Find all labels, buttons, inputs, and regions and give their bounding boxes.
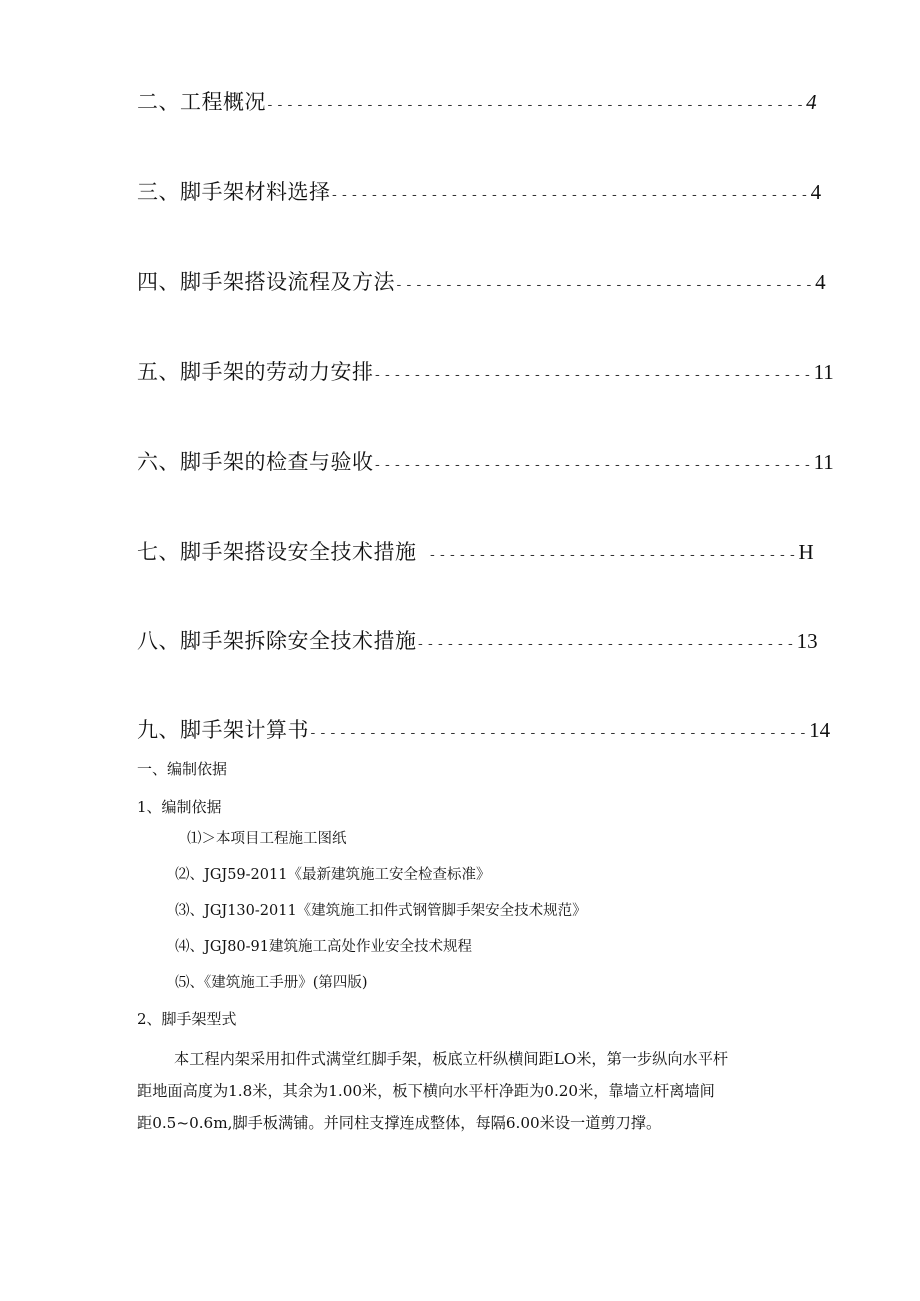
toc-page-number: 4 — [806, 90, 817, 114]
toc-entry[interactable] — [137, 360, 834, 388]
toc-leader: ------------------------------------------------------ — [266, 98, 807, 113]
toc-title: 三、脚手架材料选择 — [137, 180, 331, 204]
toc-title: 四、脚手架搭设流程及方法 — [137, 270, 395, 294]
reference-item: ⑴＞本项目工程施工图纸 — [187, 831, 347, 847]
toc-page-number: 4 — [810, 180, 822, 204]
toc-page-number: H — [798, 540, 814, 564]
toc-page-number: 4 — [815, 270, 826, 294]
toc-page-number: 11 — [813, 450, 834, 474]
toc-title: 七、脚手架搭设安全技术措施 — [137, 540, 417, 564]
toc-page-number: 11 — [813, 360, 834, 384]
reference-item: ⑸、《建筑施工手册》(第四版) — [175, 975, 368, 991]
paragraph-line: 距地面高度为1.8米，其余为1.00米，板下横向水平杆净距为0.20米，靠墙立杆离墙间 — [137, 1082, 715, 1100]
toc-leader: -------------------------------------------- — [373, 368, 814, 383]
paragraph-line: 距0.5~0.6m,脚手板满铺。并同柱支撑连成整体，每隔6.00米设一道剪刀撑。 — [137, 1114, 662, 1132]
toc-entry[interactable] — [137, 270, 826, 298]
reference-item: ⑶、JGJ130-2011《建筑施工扣件式钢管脚手架安全技术规范》 — [175, 903, 587, 919]
toc-title: 八、脚手架拆除安全技术措施 — [137, 629, 417, 653]
toc-page-number: 13 — [796, 629, 818, 653]
body-paragraph — [137, 1043, 809, 1139]
section-heading: 一、编制依据 — [137, 760, 228, 778]
toc-entry[interactable] — [137, 629, 818, 657]
reference-item: ⑵、JGJ59-2011《最新建筑施工安全检查标准》 — [175, 867, 491, 883]
toc-title: 九、脚手架计算书 — [137, 718, 309, 742]
toc-leader: -------------------------------------------------- — [309, 726, 810, 741]
toc-title: 二、工程概况 — [137, 90, 266, 114]
toc-entry[interactable] — [137, 718, 830, 746]
toc-entry[interactable] — [137, 90, 817, 118]
toc-entry[interactable] — [137, 180, 821, 208]
toc-leader: ------------------------------------- — [428, 548, 799, 563]
toc-leader: ------------------------------------------------ — [330, 188, 811, 203]
subsection-heading: 2、脚手架型式 — [137, 1010, 237, 1028]
toc-entry[interactable] — [137, 540, 814, 568]
toc-leader: ------------------------------------------ — [395, 278, 816, 293]
toc-title: 六、脚手架的检查与验收 — [137, 450, 374, 474]
toc-leader: -------------------------------------------- — [373, 458, 814, 473]
paragraph-line: 本工程内架采用扣件式满堂红脚手架，板底立杆纵横间距LO米，第一步纵向水平杆 — [174, 1050, 729, 1068]
reference-item: ⑷、JGJ80-91建筑施工高处作业安全技术规程 — [175, 939, 473, 955]
subsection-heading: 1、编制依据 — [137, 798, 222, 816]
toc-entry[interactable] — [137, 450, 834, 478]
toc-page-number: 14 — [809, 718, 831, 742]
toc-leader: -------------------------------------- — [416, 637, 797, 652]
toc-title: 五、脚手架的劳动力安排 — [137, 360, 374, 384]
